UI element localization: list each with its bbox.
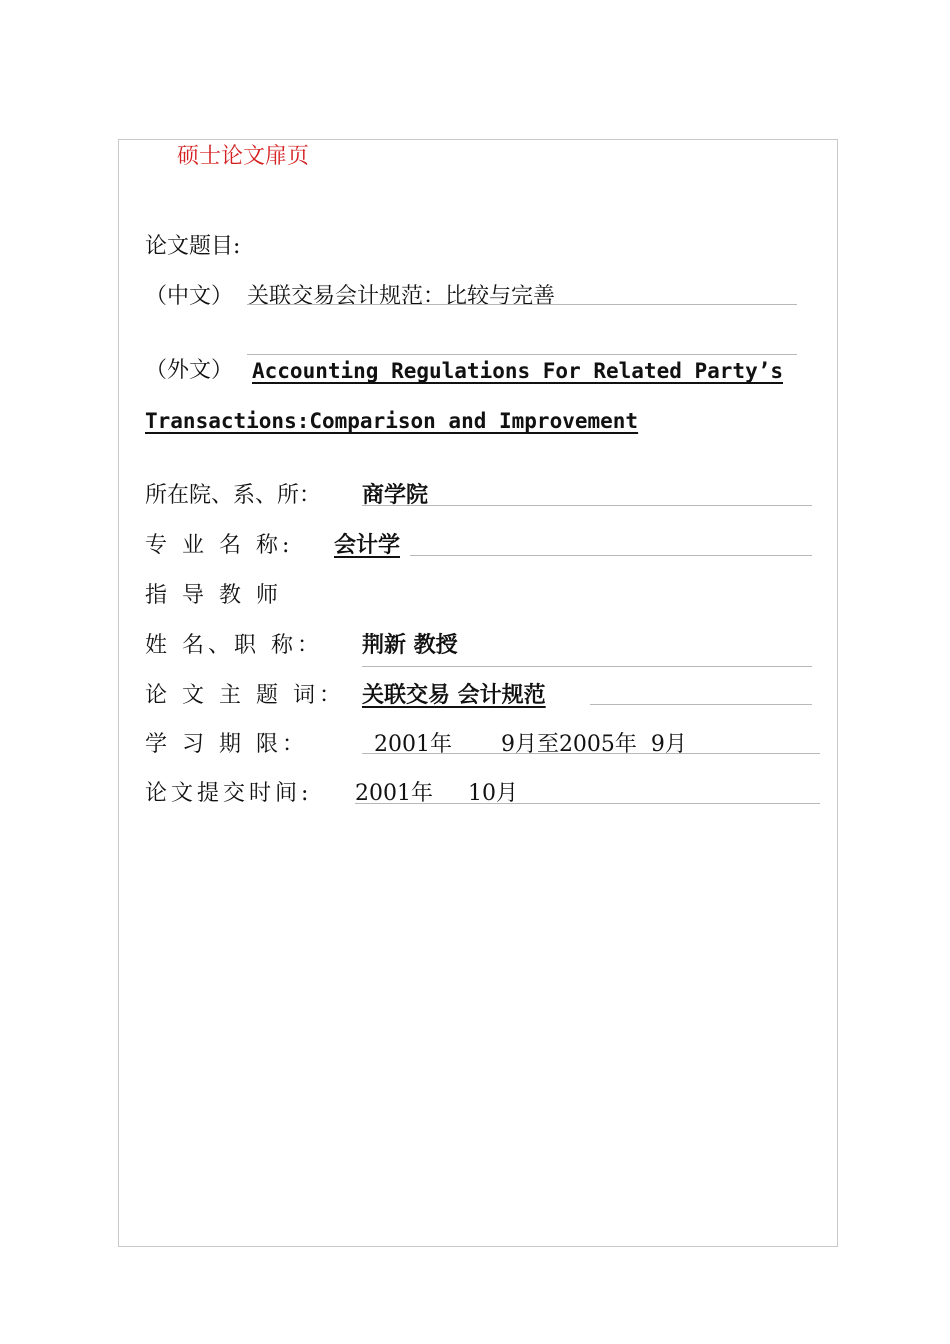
thesis-title-label: 论文题目: (145, 234, 241, 259)
name-title-label: 姓 名、职 称： (145, 633, 323, 658)
school-label: 所在院、系、所： (145, 483, 322, 508)
foreign-title-line2: Transactions:Comparison and Improvement (145, 409, 639, 433)
foreign-title-rule (247, 354, 797, 355)
study-period-label: 学 习 期 限： (145, 732, 308, 757)
foreign-title-line1: Accounting Regulations For Related Party’s (252, 359, 784, 383)
chinese-title-label: （中文） (145, 284, 234, 309)
keywords-value: 关联交易 会计规范 (362, 683, 546, 708)
keywords-rule (590, 704, 812, 705)
page-heading: 硕士论文扉页 (177, 144, 310, 169)
keywords-label: 论 文 主 题 词： (145, 683, 345, 708)
name-title-value: 荆新 教授 (362, 633, 458, 658)
school-value: 商学院 (362, 483, 429, 508)
study-period-value: 2001年 9月至2005年 9月 (374, 732, 687, 757)
school-rule (362, 505, 812, 506)
chinese-title-value: 关联交易会计规范：比较与完善 (247, 284, 556, 309)
chinese-title-rule (247, 304, 797, 305)
foreign-title-label: （外文） (145, 358, 234, 383)
submit-time-value: 2001年 10月 (355, 781, 518, 806)
advisor-label: 指 导 教 师 (145, 583, 282, 608)
name-title-rule (362, 666, 812, 667)
major-value: 会计学 (334, 533, 401, 558)
study-period-rule (362, 753, 820, 754)
submit-time-label: 论文提交时间: (145, 781, 313, 806)
major-label: 专 业 名 称: (145, 533, 294, 558)
submit-time-rule (355, 803, 820, 804)
major-rule (410, 555, 812, 556)
